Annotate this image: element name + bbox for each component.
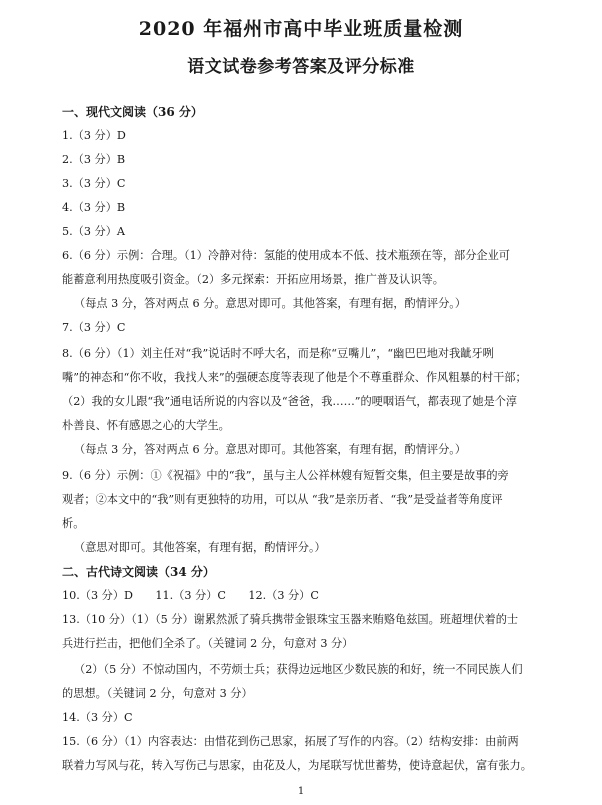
answer-line: 7.（3 分）C bbox=[62, 321, 126, 334]
answer-line: 的思想。（关键词 2 分，句意对 3 分） bbox=[62, 687, 253, 700]
answer-line: 2.（3 分）B bbox=[62, 153, 126, 166]
scoring-note: （意思对即可。其他答案，有理有据，酌情评分。） bbox=[74, 541, 326, 554]
answer-line: 观者；②本文中的“我”则有更独特的功用，可以从 “我”是亲历者、“我”是受益者等角度评 bbox=[62, 493, 503, 506]
answer-line: 9.（6 分）示例：①《祝福》中的“我”，虽与主人公祥林嫂有短暂交集，但主要是故事的旁 bbox=[62, 469, 509, 482]
answer-line: 能蓄意利用热度吸引资金。（2）多元探索：开拓应用场景，推广普及认识等。 bbox=[62, 273, 444, 286]
section-heading-classical-reading: 二、古代诗文阅读（34 分） bbox=[62, 565, 215, 579]
answer-line: 联着力写风与花，转入写伤己与思家，由花及人，为尾联写忧世蓄势，使诗意起伏，富有张力。 bbox=[62, 759, 532, 772]
scoring-note: （每点 3 分，答对两点 6 分。意思对即可。其他答案，有理有据，酌情评分。） bbox=[74, 297, 467, 310]
answer-line: 4.（3 分）B bbox=[62, 201, 126, 214]
answer-line: 15.（6 分）（1）内容表达：由惜花到伤己思家，拓展了写作的内容。（2）结构安排：由前两 bbox=[62, 735, 519, 748]
answer-line: 14.（3 分）C bbox=[62, 711, 133, 724]
answer-line: 1.（3 分）D bbox=[62, 129, 126, 142]
answer-line: （2）我的女儿跟“我”通电话所说的内容以及“爸爸，我……”的哽咽语气，都表现了她是个淳 bbox=[62, 395, 518, 408]
document-subtitle: 语文试卷参考答案及评分标准 bbox=[187, 57, 415, 77]
answer-line: 析。 bbox=[62, 517, 85, 530]
watermark bbox=[0, 190, 17, 225]
answer-line: 6.（6 分）示例：合理。（1）冷静对待：氢能的使用成本不低、技术瓶颈在等，部分企业可 bbox=[62, 249, 510, 262]
answer-line: 5.（3 分）A bbox=[62, 225, 125, 238]
answer-line: 8.（6 分）（1）刘主任对“我”说话时不呼大名，而是称“豆嘴儿”，“幽巴巴地对我龇牙咧 bbox=[62, 347, 494, 360]
answer-line: 朴善良、怀有感恩之心的大学生。 bbox=[62, 419, 230, 432]
answer-line: 兵进行拦击，把他们全杀了。（关键词 2 分，句意对 3 分） bbox=[62, 637, 354, 650]
scoring-note: （每点 3 分，答对两点 6 分。意思对即可。其他答案，有理有据，酌情评分。） bbox=[74, 443, 467, 456]
answer-line: （2）（5 分）不惊动国内，不劳烦士兵；获得边远地区少数民族的和好，统一不同民族人们 bbox=[74, 663, 523, 676]
document-title: 2020 年福州市高中毕业班质量检测 bbox=[138, 18, 464, 40]
page-number: 1 bbox=[297, 786, 305, 797]
answer-line: 13.（10 分）（1）（5 分）谢累然派了骑兵携带金银珠宝玉器来贿赂龟兹国。班超埋伏着的士 bbox=[62, 613, 519, 626]
answer-line: 10.（3 分）D 11.（3 分）C 12.（3 分）C bbox=[62, 589, 319, 602]
answer-line: 3.（3 分）C bbox=[62, 177, 126, 190]
answer-line: 嘴”的神态和“你不收，我找人来”的强硬态度等表现了他是个不尊重群众、作风粗暴的村干部； bbox=[62, 371, 527, 384]
section-heading-modern-reading: 一、现代文阅读（36 分） bbox=[62, 105, 203, 119]
